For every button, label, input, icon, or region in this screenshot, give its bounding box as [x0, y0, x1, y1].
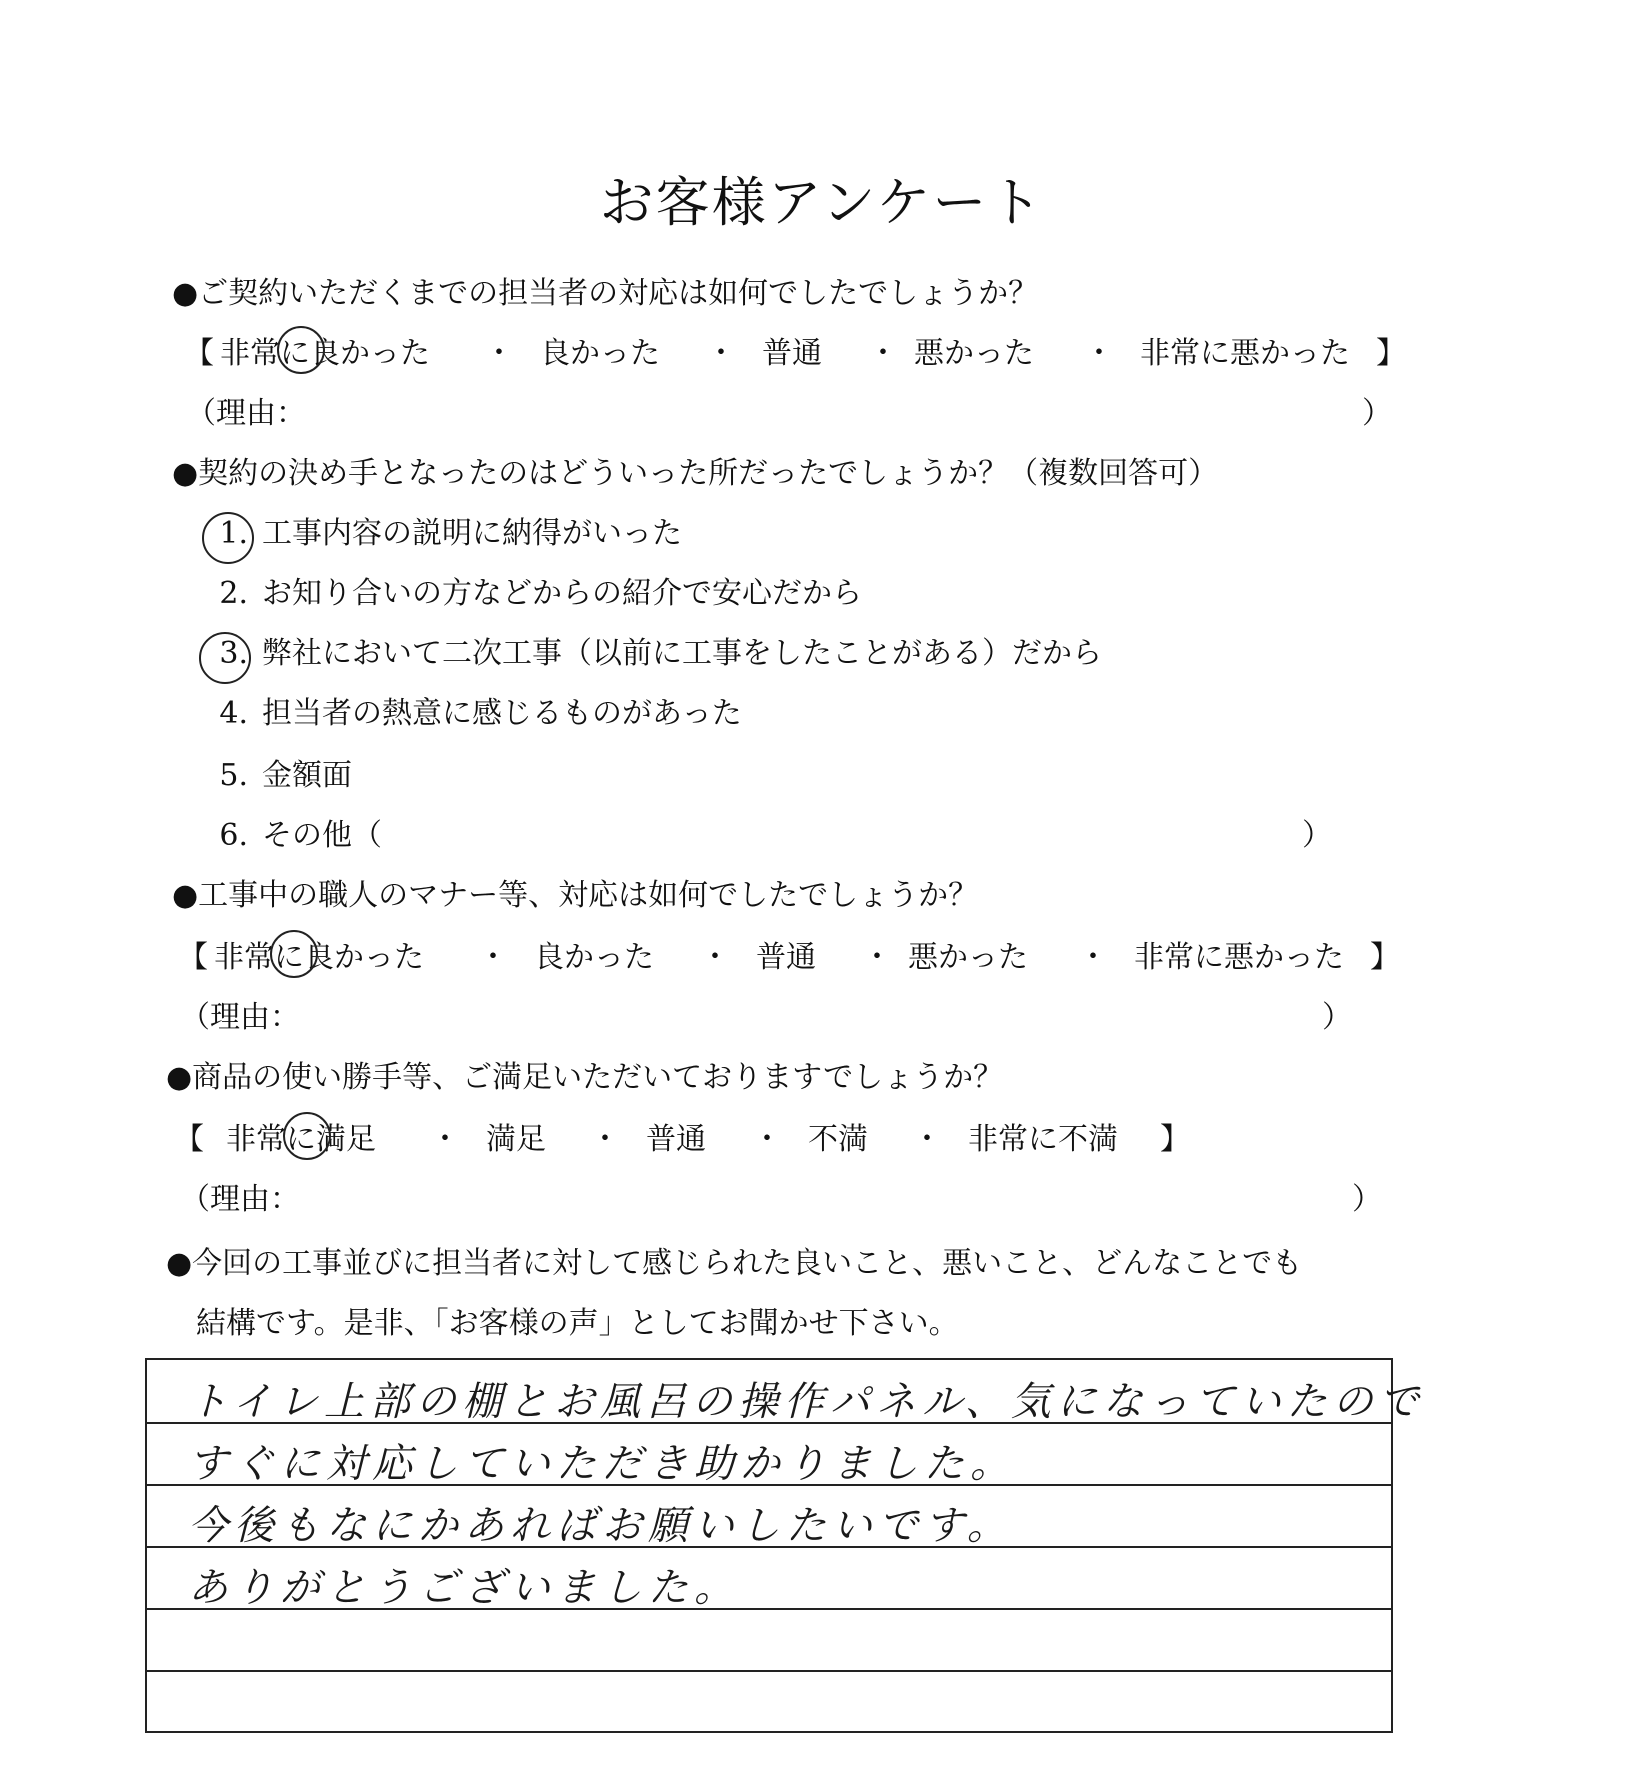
q2-item-4-num: 4.	[219, 696, 248, 731]
question-2: ●契約の決め手となったのはどういった所だったでしょうか？（複数回答可）	[172, 456, 1219, 491]
q4-option-1[interactable]: 非常に満足	[226, 1122, 376, 1157]
question-5-line-1: ●今回の工事並びに担当者に対して感じられた良いこと、悪いこと、どんなことでも	[166, 1246, 1303, 1281]
q2-item-6-text: その他（	[262, 818, 382, 853]
q2-item-6-num: 6.	[219, 818, 248, 853]
q2-item-5-num: 5.	[219, 758, 248, 793]
q1-separator: ・	[1084, 336, 1114, 371]
q1-separator: ・	[706, 336, 736, 371]
q1-separator: ・	[868, 336, 898, 371]
q4-option-5[interactable]: 非常に不満	[968, 1122, 1118, 1157]
q2-item-6[interactable]	[184, 810, 382, 854]
q3-option-3[interactable]: 普通	[756, 940, 816, 975]
q3-reason-close: ）	[1322, 1000, 1352, 1035]
q3-option-5[interactable]: 非常に悪かった	[1134, 940, 1344, 975]
q3-separator: ・	[862, 940, 892, 975]
handwritten-line-1: トイレ上部の棚とお風呂の操作パネル、気になっていたので	[188, 1379, 1425, 1425]
handwritten-line-3: 今後もなにかあればお願いしたいです。	[188, 1503, 1013, 1549]
question-3: ●工事中の職人のマナー等、対応は如何でしたでしょうか？	[172, 878, 979, 913]
question-1: ●ご契約いただくまでの担当者の対応は如何でしたでしょうか？	[172, 276, 1039, 311]
q2-item-3-num: 3.	[219, 636, 248, 671]
q3-separator: ・	[700, 940, 730, 975]
q2-item-2-text: お知り合いの方などからの紹介で安心だから	[262, 576, 862, 611]
q1-option-5[interactable]: 非常に悪かった	[1140, 336, 1350, 371]
handwritten-line-2: すぐに対応していただき助かりました。	[188, 1441, 1016, 1487]
q2-item-3-text: 弊社において二次工事（以前に工事をしたことがある）だから	[262, 636, 1102, 671]
q4-bracket-close: 】	[1160, 1122, 1190, 1157]
q2-other-close: ）	[1302, 818, 1332, 853]
q2-item-1-circle	[202, 512, 254, 564]
q3-reason-label: （理由：	[180, 1000, 300, 1035]
q4-option-3[interactable]: 普通	[646, 1122, 706, 1157]
q4-separator: ・	[912, 1122, 942, 1157]
q3-bracket-open: 【	[178, 940, 208, 975]
page-title: お客様アンケート	[599, 171, 1045, 234]
q1-reason-close: ）	[1362, 396, 1392, 431]
q2-item-3-circle	[199, 632, 251, 684]
q1-separator: ・	[484, 336, 514, 371]
question-4: ●商品の使い勝手等、ご満足いただいておりますでしょうか？	[166, 1060, 1004, 1095]
q3-option-4[interactable]: 悪かった	[908, 940, 1028, 975]
q3-bracket-close: 】	[1370, 940, 1400, 975]
q4-answer-circle	[283, 1112, 331, 1160]
q4-bracket-open: 【	[174, 1122, 204, 1157]
q4-separator: ・	[430, 1122, 460, 1157]
q1-option-3[interactable]: 普通	[762, 336, 822, 371]
q3-separator: ・	[478, 940, 508, 975]
q2-item-1[interactable]	[184, 508, 682, 552]
q2-item-1-text: 工事内容の説明に納得がいった	[262, 516, 682, 551]
q2-item-2[interactable]	[184, 568, 862, 612]
q3-answer-circle	[270, 930, 318, 978]
q1-option-1[interactable]: 非常に良かった	[220, 336, 430, 371]
q1-option-4[interactable]: 悪かった	[914, 336, 1034, 371]
q4-separator: ・	[590, 1122, 620, 1157]
q2-item-4-text: 担当者の熱意に感じるものがあった	[262, 696, 742, 731]
q2-item-5[interactable]	[184, 750, 352, 794]
q4-reason-close: ）	[1352, 1182, 1382, 1217]
q2-item-2-num: 2.	[219, 576, 248, 611]
q2-item-5-text: 金額面	[262, 758, 352, 793]
question-5-line-2: 結構です。是非、「お客様の声」としてお聞かせ下さい。	[196, 1306, 959, 1341]
handwritten-line-4: ありがとうございました。	[188, 1565, 740, 1611]
q1-option-2[interactable]: 良かった	[540, 336, 660, 371]
q2-item-3[interactable]	[184, 628, 1102, 672]
q3-separator: ・	[1078, 940, 1108, 975]
q4-option-4[interactable]: 不満	[808, 1122, 868, 1157]
q4-reason-label: （理由：	[180, 1182, 300, 1217]
q1-reason-label: （理由：	[186, 396, 306, 431]
q2-item-4[interactable]	[184, 688, 742, 732]
q3-option-1[interactable]: 非常に良かった	[214, 940, 424, 975]
q4-option-2[interactable]: 満足	[486, 1122, 546, 1157]
ruled-line	[147, 1670, 1391, 1672]
q1-answer-circle	[277, 326, 325, 374]
q1-bracket-close: 】	[1376, 336, 1406, 371]
q1-bracket-open: 【	[184, 336, 214, 371]
q4-separator: ・	[752, 1122, 782, 1157]
q2-item-1-num: 1.	[219, 516, 248, 551]
q3-option-2[interactable]: 良かった	[534, 940, 654, 975]
